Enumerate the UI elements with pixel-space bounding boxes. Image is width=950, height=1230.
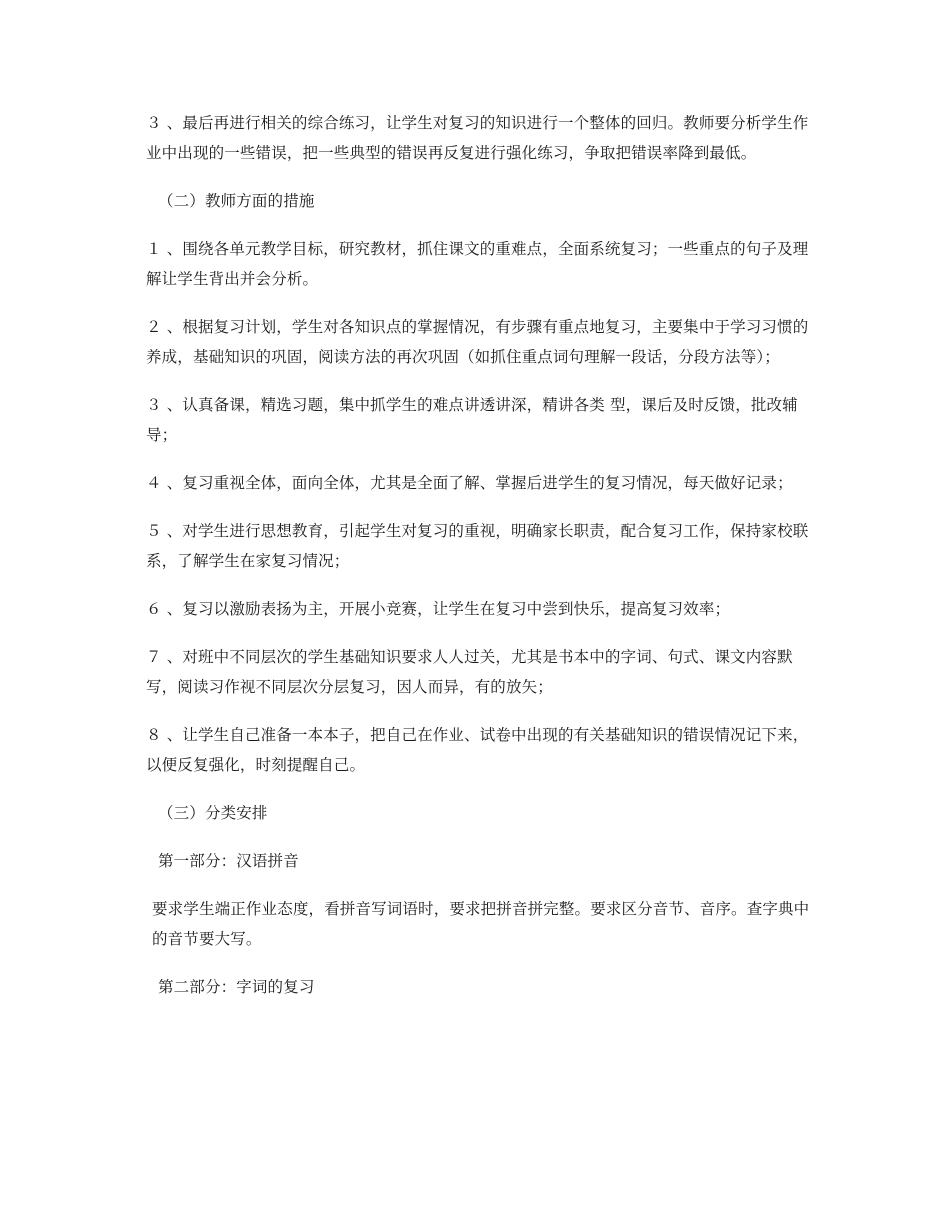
subsection-heading-vocabulary-review: 第二部分：字词的复习	[158, 978, 315, 996]
list-item-teacher-measure-6: ６ 、复习以激励表扬为主，开展小竞赛，让学生在复习中尝到快乐，提高复习效率；	[146, 600, 731, 618]
list-item-teacher-measure-8: ８ 、让学生自己准备一本本子，把自己在作业、试卷中出现的有关基础知识的错误情况记下来，以便反复强化，时刻提醒自己。	[146, 726, 809, 774]
paragraph-pinyin-requirements: 要求学生端正作业态度，看拼音写词语时，要求把拼音拼完整。要求区分音节、音序。查字典中的音节要大写。	[152, 900, 810, 948]
document-body	[140, 108, 820, 1020]
list-item-teacher-measure-1: １ 、围绕各单元教学目标，研究教材，抓住课文的重难点，全面系统复习；一些重点的句子及理解让学生背出并会分析。	[146, 240, 809, 288]
list-item-teacher-measure-2: ２ 、根据复习计划，学生对各知识点的掌握情况，有步骤有重点地复习，主要集中于学习习惯的养成，基础知识的巩固，阅读方法的再次巩固（如抓住重点词句理解一段话，分段方法等）；	[146, 318, 809, 366]
list-item-teacher-measure-3: ３ 、认真备课，精选习题，集中抓学生的难点讲透讲深，精讲各类 型，课后及时反馈，批改辅导；	[146, 396, 798, 444]
list-item-teacher-measure-7: ７ 、对班中不同层次的学生基础知识要求人人过关，尤其是书本中的字词、句式、课文内容默写，阅读习作视不同层次分层复习，因人而异，有的放矢；	[146, 648, 793, 696]
subsection-heading-pinyin: 第一部分：汉语拼音	[158, 852, 299, 870]
list-item-teacher-measure-5: ５ 、对学生进行思想教育，引起学生对复习的重视，明确家长职责，配合复习工作，保持家校联系，了解学生在家复习情况；	[146, 522, 809, 570]
list-item-teacher-measure-4: ４ 、复习重视全体，面向全体，尤其是全面了解、掌握后进学生的复习情况，每天做好记录；	[146, 474, 793, 492]
section-heading-teacher-measures: （二）教师方面的措施	[158, 192, 315, 210]
section-heading-category-arrangement: （三）分类安排	[158, 804, 268, 822]
paragraph-review-step-3: ３ 、最后再进行相关的综合练习，让学生对复习的知识进行一个整体的回归。教师要分析学生作业中出现的一些错误，把一些典型的错误再反复进行强化练习，争取把错误率降到最低。	[146, 114, 809, 162]
